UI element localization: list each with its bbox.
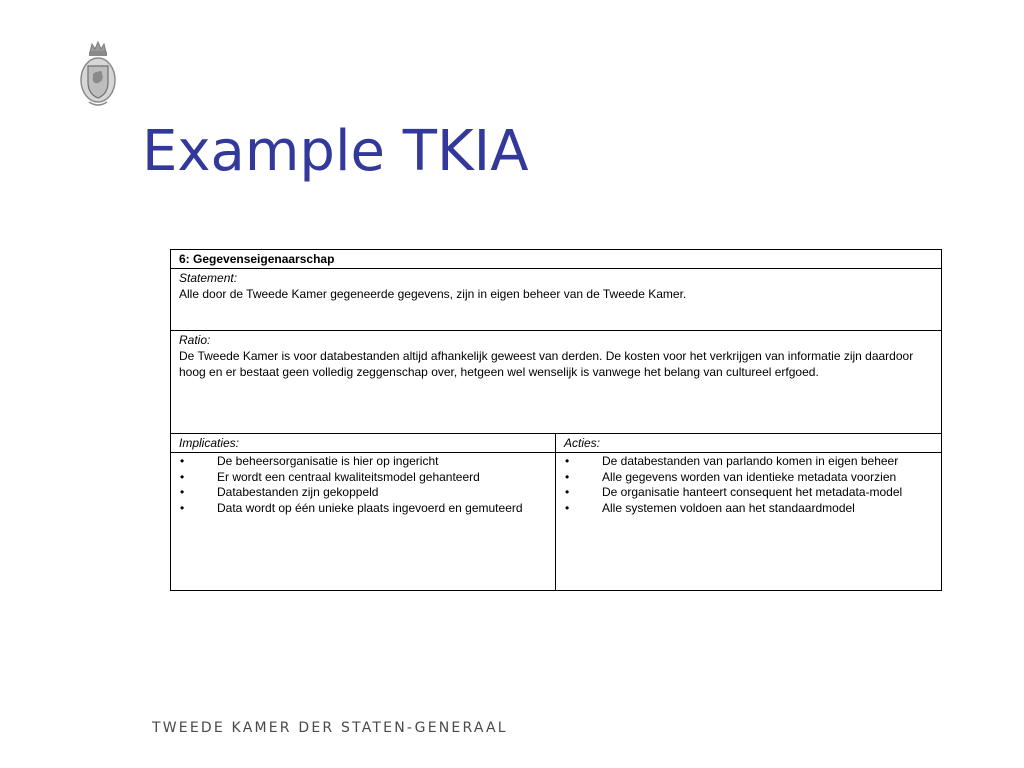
list-item: • Data wordt op één unieke plaats ingevoerd en gemuteerd <box>179 501 547 517</box>
footer-wordmark: TWEEDE KAMER DER STATEN-GENERAAL <box>152 720 508 736</box>
list-item: • Alle gegevens worden van identieke metadata voorzien <box>564 470 933 486</box>
implicaties-label: Implicaties: <box>179 436 240 450</box>
acties-label: Acties: <box>564 436 601 450</box>
ratio-cell <box>171 331 942 434</box>
ratio-row <box>171 331 942 434</box>
statement-text: Alle door de Tweede Kamer gegeneerde gegevens, zijn in eigen beheer van de Tweede Kamer. <box>179 287 687 301</box>
implicaties-list-cell <box>171 453 556 591</box>
acties-list-cell <box>556 453 942 591</box>
implicaties-label-cell <box>171 434 556 453</box>
lists-row <box>171 453 942 591</box>
list-item: • De databestanden van parlando komen in eigen beheer <box>564 454 933 470</box>
tkia-table <box>170 249 942 591</box>
table-header-row <box>171 250 942 269</box>
list-item: • De organisatie hanteert consequent het metadata-model <box>564 485 933 501</box>
list-item: • Alle systemen voldoen aan het standaardmodel <box>564 501 933 517</box>
table-header-cell <box>171 250 942 269</box>
list-item: • De beheersorganisatie is hier op ingericht <box>179 454 547 470</box>
list-item: • Databestanden zijn gekoppeld <box>179 485 547 501</box>
ratio-text: De Tweede Kamer is voor databestanden altijd afhankelijk geweest van derden. De kosten voor het verkrijgen van informatie zijn daardoor hoog en er bestaat geen volledig zeggenschap over, hetgeen wel wenselijk is vanwege het belang van cultureel erfgoed. <box>179 349 914 379</box>
statement-cell <box>171 269 942 331</box>
list-item: • Er wordt een centraal kwaliteitsmodel gehanteerd <box>179 470 547 486</box>
slide-title: Example TKIA <box>142 119 529 184</box>
statement-row <box>171 269 942 331</box>
table-header: 6: Gegevenseigenaarschap <box>179 252 335 266</box>
ratio-label: Ratio: <box>179 333 211 347</box>
column-labels-row <box>171 434 942 453</box>
acties-label-cell <box>556 434 942 453</box>
statement-label: Statement: <box>179 271 238 285</box>
coat-of-arms-icon <box>77 40 119 110</box>
acties-list <box>564 454 933 516</box>
implicaties-list <box>179 454 547 516</box>
